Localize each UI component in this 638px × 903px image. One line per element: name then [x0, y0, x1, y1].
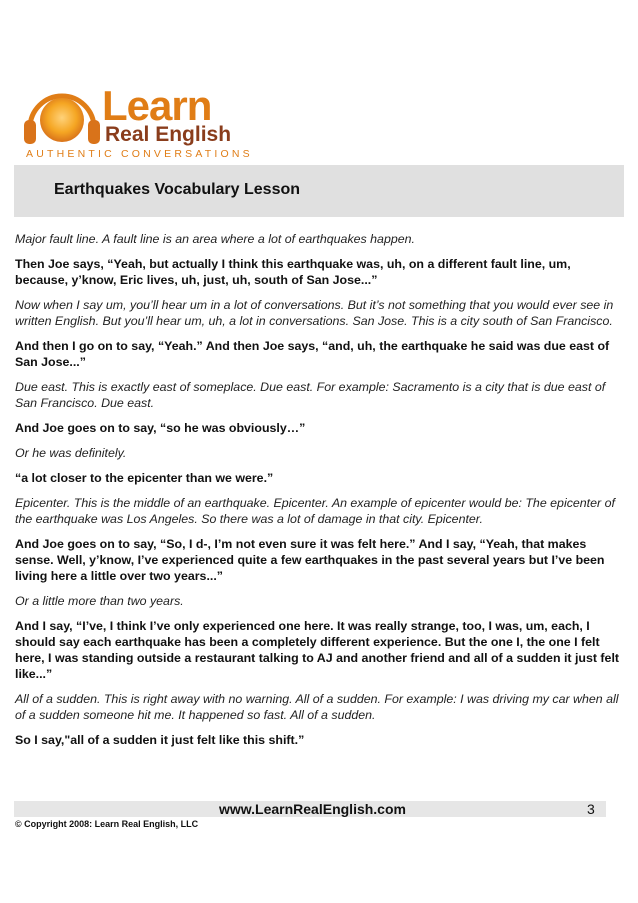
title-bar: [14, 165, 624, 217]
explanation-paragraph: Epicenter. This is the middle of an earthquake. Epicenter. An example of epicenter would be: The epicenter of the earthquake was Los Angeles. So there was a lot of damage in that city. Epicenter.: [15, 496, 615, 526]
dialogue-paragraph: So I say,"all of a sudden it just felt like this shift.”: [15, 733, 305, 747]
dialogue-paragraph: And then I go on to say, “Yeah.” And then Joe says, “and, uh, the earthquake he said was due east of San Jose...”: [15, 339, 610, 369]
logo-word-real-english: Real English: [105, 123, 232, 146]
logo-tagline: AUTHENTIC CONVERSATIONS: [26, 148, 253, 160]
explanation-paragraph: Major fault line. A fault line is an area where a lot of earthquakes happen.: [15, 232, 415, 246]
footer-bar: [14, 801, 606, 817]
explanation-paragraph: Or a little more than two years.: [15, 594, 184, 608]
dialogue-paragraph: Then Joe says, “Yeah, but actually I think this earthquake was, uh, on a different fault line, um, because, y’know, Eric lives, uh, just, uh, south of San Jose...”: [15, 257, 571, 287]
copyright-notice: © Copyright 2008: Learn Real English, LLC: [15, 819, 199, 829]
footer-url[interactable]: www.LearnRealEnglish.com: [219, 801, 406, 817]
page-number: 3: [587, 801, 595, 817]
brand-logo: [22, 82, 253, 160]
page-title: Earthquakes Vocabulary Lesson: [54, 181, 301, 198]
lesson-body: [15, 231, 627, 757]
logo-word-learn: Learn: [102, 82, 212, 129]
headphones-icon: [22, 84, 102, 148]
dialogue-paragraph: And I say, “I’ve, I think I’ve only experienced one here. It was really strange, too, I was, um, each, I should say each earthquake has been a completely different experience. But the one I, the one I felt here, I was standing outside a restaurant talking to AJ and another friend and all of a sudden it just felt like...”: [15, 619, 620, 681]
dialogue-paragraph: And Joe goes on to say, “so he was obviously…”: [15, 421, 306, 435]
explanation-paragraph: All of a sudden. This is right away with no warning. All of a sudden. For example: I was driving my car when all of a sudden someone hit me. It happened so fast. All of a sudden.: [15, 692, 619, 722]
dialogue-paragraph: “a lot closer to the epicenter than we were.”: [15, 471, 274, 485]
dialogue-paragraph: And Joe goes on to say, “So, I d-, I’m not even sure it was felt here.” And I say, “Yeah, that makes sense. Well, y’know, I’ve experienced quite a few earthquakes in the past several years but I’ve been living here a little over two years...”: [15, 537, 605, 583]
explanation-paragraph: Or he was definitely.: [15, 446, 127, 460]
explanation-paragraph: Now when I say um, you’ll hear um in a lot of conversations. But it’s not something that you would ever see in written English. But you’ll hear um, uh, a lot in conversations. San Jose. This is a city south of San Francisco.: [15, 298, 614, 328]
explanation-paragraph: Due east. This is exactly east of someplace. Due east. For example: Sacramento is a city that is due east of San Francisco. Due east.: [15, 380, 606, 410]
